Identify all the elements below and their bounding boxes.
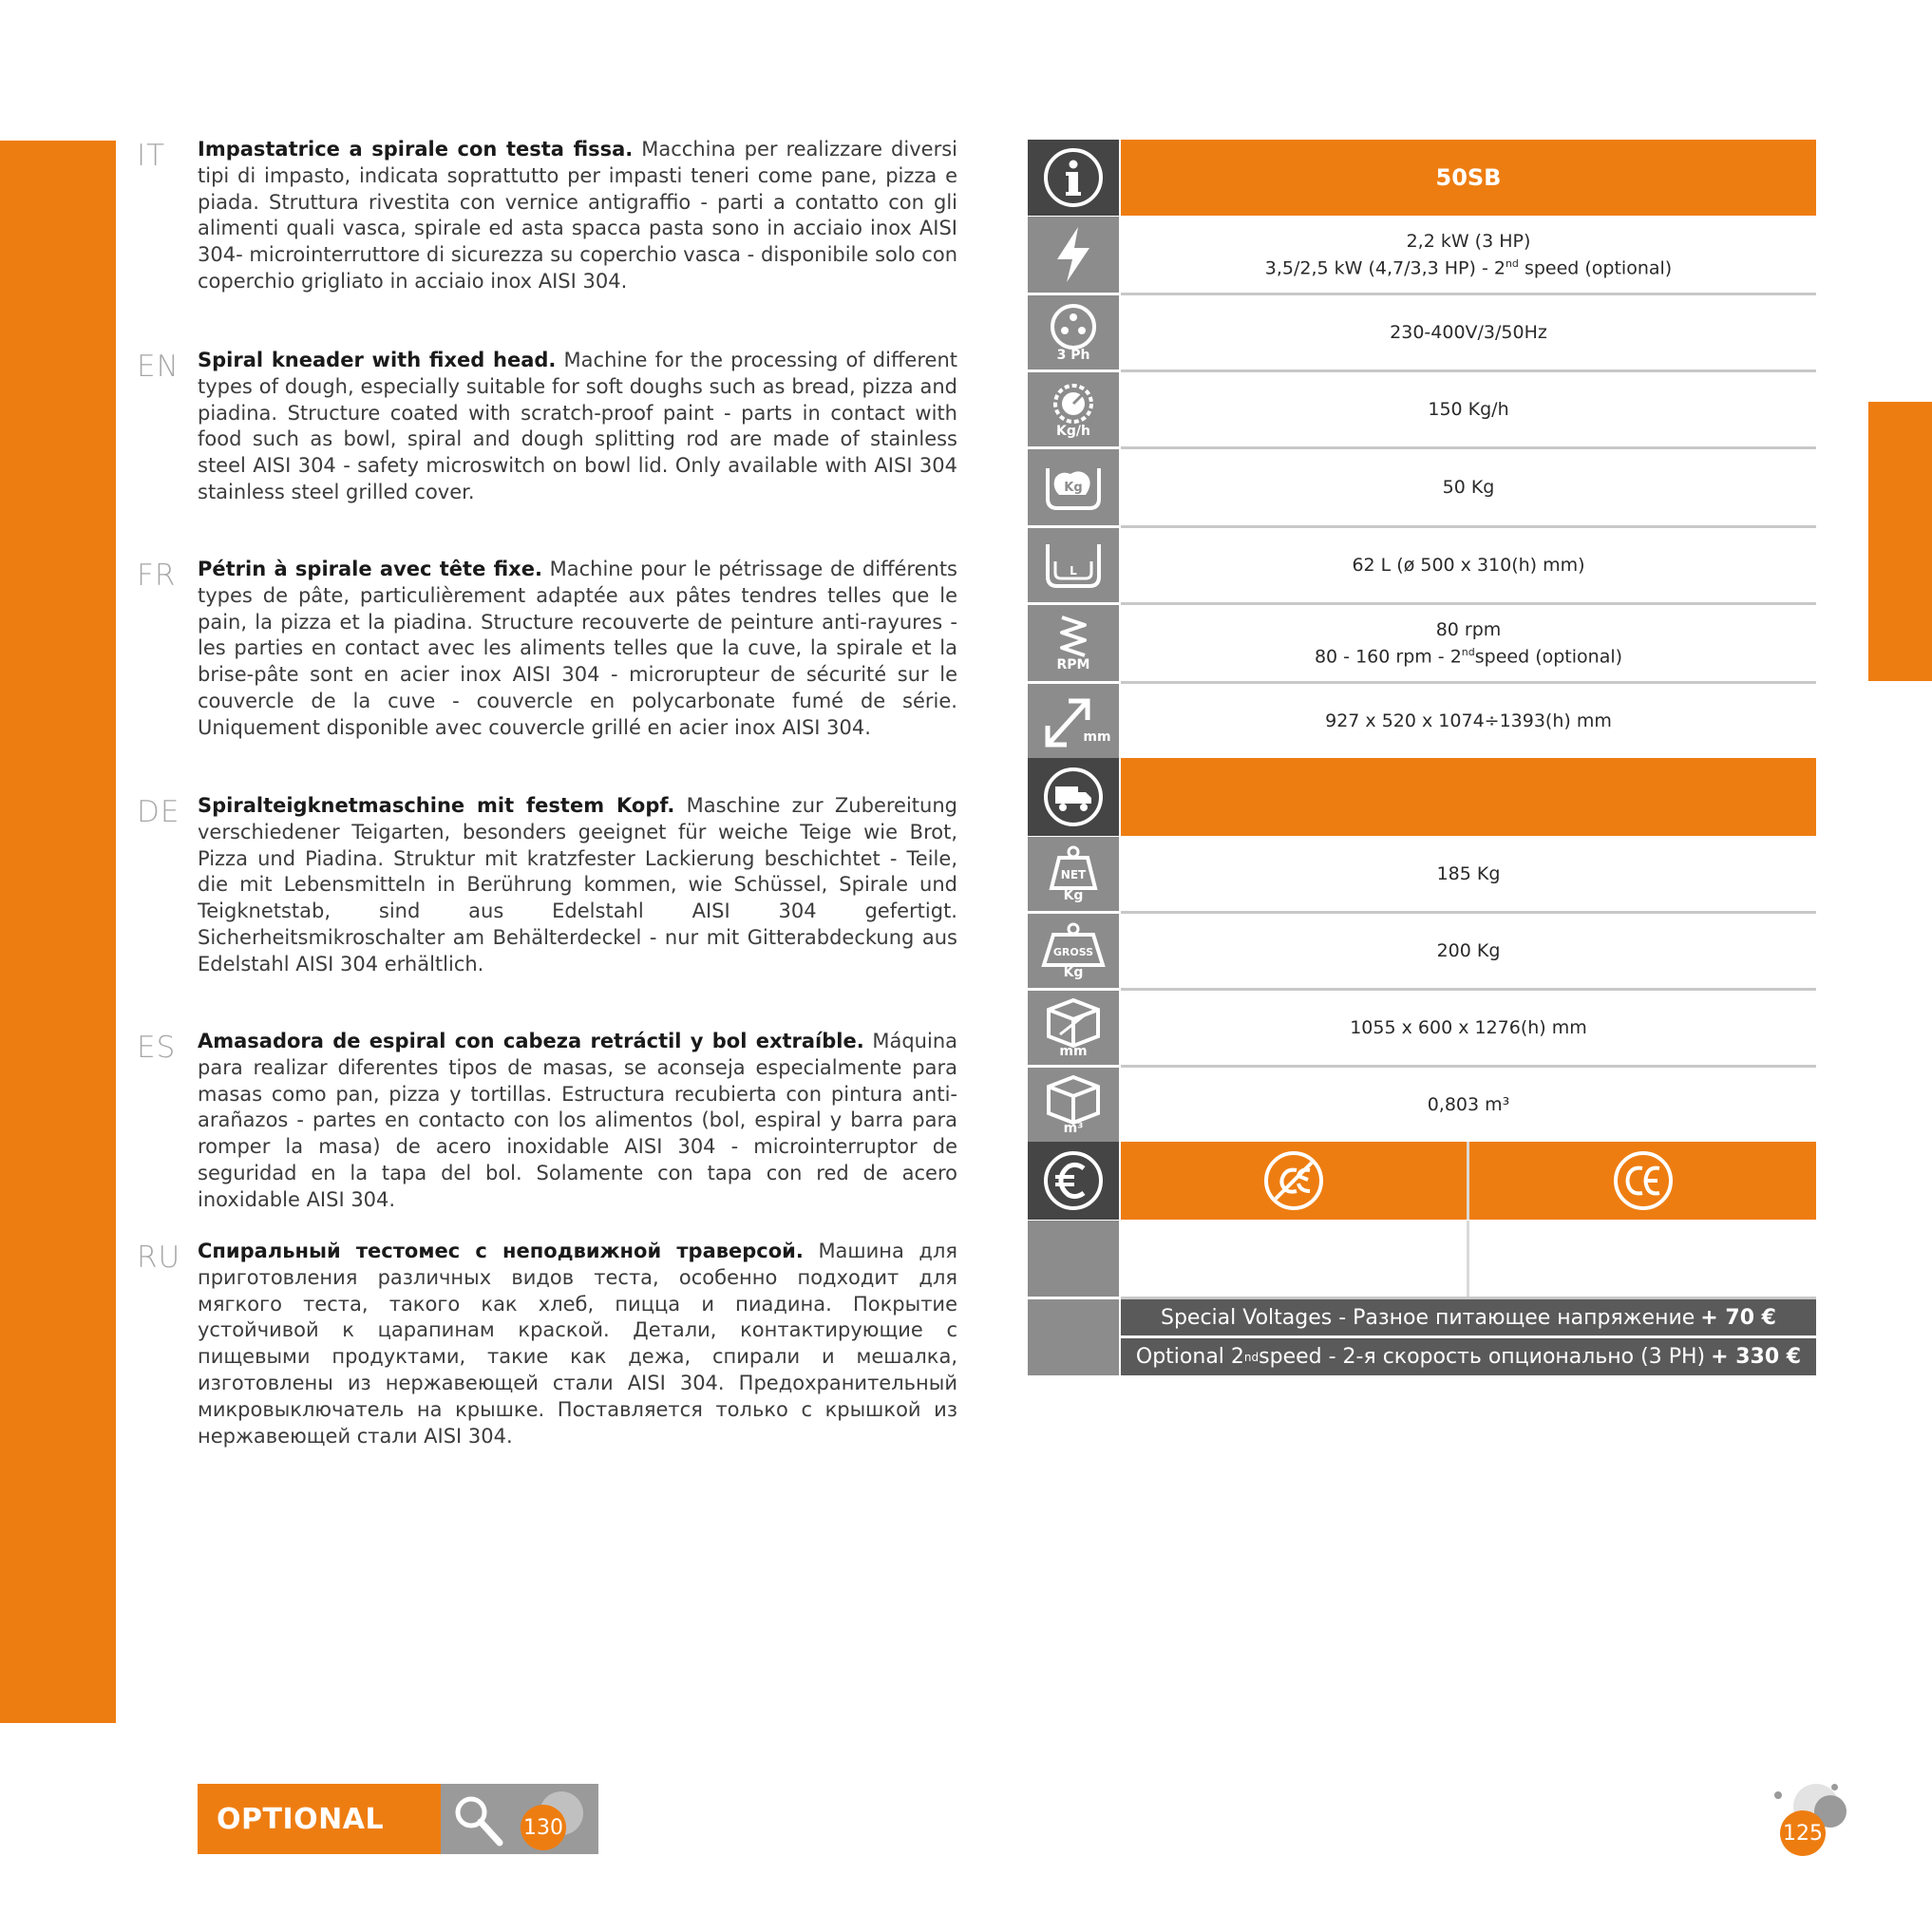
production-label: Kg/h — [1056, 424, 1090, 439]
lang-code: RU — [137, 1241, 181, 1275]
volume-value: 0,803 m³ — [1121, 1068, 1816, 1142]
price-ce — [1469, 1221, 1816, 1297]
lang-code: ES — [137, 1031, 177, 1065]
special-voltages-label: Special Voltages - Разное питающее напряжение — [1161, 1305, 1695, 1330]
description-text: Machine for the processing of different types of dough, especially suitable for soft doughs such as bread, pizza and piadina. Structure coated with scratch-proof paint - parts in contact with food such as bowl, spiral and dough splitting rod are made of stainless steel AISI 304 - safety microswitch on bowl lid. Only available with AISI 304 stainless steel grilled cover. — [198, 349, 957, 503]
dimensions-value: 927 x 520 x 1074÷1393(h) mm — [1121, 684, 1816, 758]
net-icon-label: NET — [1060, 868, 1087, 881]
second-speed-label-b: speed - 2-я скорость опционально (3 PH) — [1259, 1345, 1706, 1369]
gauge-icon — [1028, 372, 1119, 446]
production-value: 150 Kg/h — [1121, 372, 1816, 446]
speed-2nd-suffix: speed (optional) — [1474, 646, 1623, 668]
price-no-ce — [1121, 1221, 1467, 1297]
bowl-icon — [1028, 528, 1119, 602]
plug-icon — [1028, 295, 1119, 369]
page-number: 125 — [1780, 1810, 1826, 1856]
gross-kg-label: Kg — [1063, 965, 1084, 980]
speed-value: 80 rpm — [1435, 618, 1502, 640]
package-box-icon — [1028, 991, 1119, 1065]
package-dims-value: 1055 x 600 x 1276(h) mm — [1121, 991, 1816, 1065]
dough-bowl-icon — [1028, 449, 1119, 525]
spec-row-volume — [1028, 1068, 1816, 1142]
description-title: Impastatrice a spirale con testa fissa. — [198, 138, 634, 161]
gross-icon-label: GROSS — [1052, 946, 1094, 958]
special-voltages-price: + 70 € — [1700, 1305, 1776, 1330]
description-text: Машина для приготовления различных видов теста, особенно подходит для мягкого теста, такого как хлеб, пицца и пиадина. Покрытие устойчивой к царапинам краской. Детали, контактирующие с пищевыми продуктами, такие как дежа, спирали и мешалка, изготовлены из нержавеющей стали AISI 304. Предохранительный микровыключатель на крышке. Поставляется только с крышкой из нержавеющей стали AISI 304. — [198, 1240, 957, 1448]
second-speed-extra — [1121, 1338, 1816, 1375]
net-kg-label: Kg — [1063, 888, 1084, 903]
volume-label: m³ — [1063, 1121, 1084, 1136]
left-accent-bar — [0, 141, 116, 1723]
spec-row-production — [1028, 372, 1816, 446]
delivery-truck-icon — [1028, 758, 1119, 836]
resize-arrow-icon — [1028, 684, 1119, 758]
description-title: Spiralteigknetmaschine mit festem Kopf. — [198, 794, 675, 817]
gross-weight-value: 200 Kg — [1121, 914, 1816, 988]
package-dims-label: mm — [1059, 1044, 1088, 1059]
lang-code: IT — [137, 139, 166, 173]
description-title: Спиральный тестомес с неподвижной траверсой. — [198, 1240, 804, 1262]
volume-box-icon — [1028, 1068, 1119, 1142]
right-section-tab — [1868, 402, 1932, 681]
gross-weight-icon — [1028, 914, 1119, 988]
spec-row-dimensions — [1028, 684, 1816, 758]
spec-row-speed — [1028, 605, 1816, 681]
spec-row-power — [1028, 217, 1816, 293]
price-header-row — [1028, 1142, 1816, 1220]
bowl-value: 62 L (ø 500 x 310(h) mm) — [1121, 528, 1816, 602]
spec-header-row — [1028, 140, 1816, 216]
spec-row-bowl — [1028, 528, 1816, 602]
magnifier-icon — [452, 1793, 505, 1848]
capacity-value: 50 Kg — [1121, 449, 1816, 525]
second-speed-price: + 330 € — [1711, 1345, 1802, 1369]
spiral-icon — [1028, 605, 1119, 681]
shipping-header-row — [1028, 758, 1816, 836]
second-speed-label-a: Optional 2 — [1135, 1345, 1244, 1369]
info-icon — [1028, 140, 1119, 216]
spec-row-net-weight — [1028, 837, 1816, 911]
price-values-row — [1028, 1221, 1816, 1297]
description-text: Máquina para realizar diferentes tipos de masas, se aconseja especialmente para masas como pan, pizza y tortillas. Estructura recubierta con pintura anti-arañazos - partes en contacto con los alimentos (bol, espiral y barra para romper la masa) de acero inoxidable AISI 304 - microinterruptor de seguridad en la tapa del bol. Solamente con tapa con red de acero inoxidable AISI 304. — [198, 1030, 957, 1211]
net-weight-value: 185 Kg — [1121, 837, 1816, 911]
model-name: 50SB — [1121, 140, 1816, 216]
bowl-icon-label: L — [1070, 564, 1077, 578]
euro-icon — [1028, 1142, 1119, 1220]
net-weight-icon — [1028, 837, 1119, 911]
lang-code: DE — [137, 795, 180, 829]
description-title: Amasadora de espiral con cabeza retráctil y bol extraíble. — [198, 1030, 864, 1052]
ce-mark-icon — [1469, 1142, 1816, 1220]
speed-2nd: 80 - 160 rpm - 2 — [1314, 646, 1462, 668]
spec-row-voltage — [1028, 295, 1816, 369]
power-2nd-speed-suffix: speed (optional) — [1518, 257, 1673, 279]
description-text: Machine pour le pétrissage de différents types de pâte, particulièrement adaptée aux pâtes tendres telles que le pain, la pizza et la piadina. Structure recouverte de peinture anti-rayures - les parties en contact avec les aliments telles que la cuve, la spirale et la brise-pâte sont en acier inox AISI 304 - microrupteur de sécurité sur le couvercle de la cuve - couvercle en polycarbonate fumé de série. Uniquement disponible avec couvercle grillé en acier inox AISI 304. — [198, 558, 957, 739]
optional-link[interactable] — [441, 1784, 598, 1854]
description-title: Spiral kneader with fixed head. — [198, 349, 557, 371]
spec-row-gross-weight — [1028, 914, 1816, 988]
spec-row-package-dims — [1028, 991, 1816, 1065]
power-2nd-speed: 3,5/2,5 kW (4,7/3,3 HP) - 2 — [1264, 257, 1506, 279]
page-number-badge — [1774, 1784, 1860, 1860]
capacity-icon-label: Kg — [1064, 481, 1083, 495]
lang-code: EN — [137, 350, 180, 384]
description-title: Pétrin à spirale avec tête fixe. — [198, 558, 542, 580]
phase-label: 3 Ph — [1056, 348, 1090, 363]
power-value: 2,2 kW (3 HP) — [1406, 230, 1531, 252]
voltage-value: 230-400V/3/50Hz — [1121, 295, 1816, 369]
superscript: nd — [1505, 256, 1519, 270]
rpm-label: RPM — [1056, 657, 1090, 672]
extras-row — [1028, 1299, 1816, 1375]
spec-row-capacity — [1028, 449, 1816, 525]
superscript: nd — [1461, 645, 1475, 658]
lang-code: FR — [137, 559, 177, 593]
no-ce-icon — [1121, 1142, 1467, 1220]
description-text: Macchina per realizzare diversi tipi di impasto, indicata soprattutto per impasti teneri come pane, pizza e piada. Struttura rivestita con vernice antigraffio - parti a contatto con gli alimenti quali vasca, spirale ed asta spacca pasta sono in acciaio inox AISI 304- microinterruttore di sicurezza su coperchio vasca - disponibile solo con coperchio grigliato in acciaio inox AISI 304. — [198, 138, 957, 293]
special-voltages-extra — [1121, 1299, 1816, 1335]
description-text: Maschine zur Zubereitung verschiedener Teigarten, besonders geeignet für weiche Teige wie Brot, Pizza und Piadina. Struktur mit kratzfester Lackierung beschichtet - Teile, die mit Lebensmitteln in Berührung kommen, wie Schüssel, Spirale und Teigknetstab, sind aus Edelstahl AISI 304 gefertigt. Sicherheitsmikroschalter am Behälterdeckel - nur mit Gitterabdeckung aus Edelstahl AISI 304 erhältlich. — [198, 794, 957, 975]
superscript: nd — [1243, 1350, 1260, 1364]
optional-page-number: 130 — [521, 1805, 566, 1850]
dimensions-icon-label: mm — [1083, 729, 1111, 745]
optional-button[interactable]: OPTIONAL — [198, 1784, 441, 1854]
lightning-icon — [1028, 217, 1119, 293]
